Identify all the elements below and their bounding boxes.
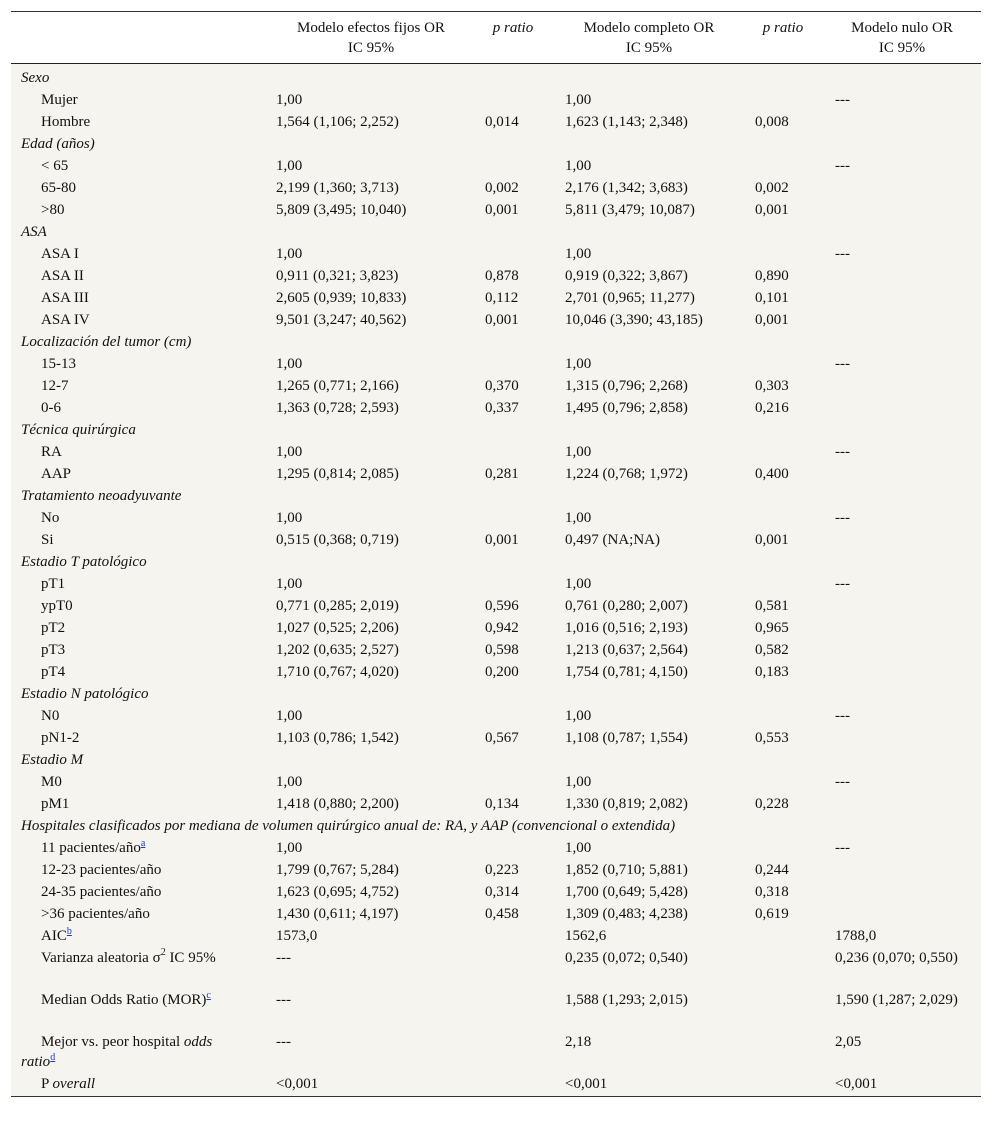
aic-label: AIC — [41, 928, 67, 944]
cell-c2: 0,337 — [485, 400, 519, 416]
row-label — [41, 990, 211, 1010]
row-label-text: pT2 — [41, 620, 66, 636]
cell-c3: 0,761 (0,280; 2,007) — [565, 598, 688, 614]
table-row — [11, 176, 981, 198]
cell-c2: 0,596 — [485, 598, 519, 614]
cell-c3: 1,309 (0,483; 4,238) — [565, 906, 688, 922]
table-row — [11, 396, 981, 418]
group-header-row — [11, 814, 981, 836]
mor-fixed: --- — [276, 992, 291, 1008]
cell-c5: --- — [835, 840, 850, 856]
row-label-text: ypT0 — [41, 598, 73, 614]
row-label — [41, 288, 89, 308]
row-label — [41, 618, 65, 638]
cell-c1: 2,199 (1,360; 3,713) — [276, 180, 399, 196]
cell-c2: 0,112 — [485, 290, 519, 306]
cell-c4: 0,001 — [755, 202, 789, 218]
row-label-text: ASA II — [41, 268, 84, 284]
table-row — [11, 374, 981, 396]
row-label-text: 65-80 — [41, 180, 76, 196]
table-row — [11, 770, 981, 792]
cell-c5: --- — [835, 510, 850, 526]
cell-c1: 1,265 (0,771; 2,166) — [276, 378, 399, 394]
cell-c3: 1,623 (1,143; 2,348) — [565, 114, 688, 130]
footnote-c-link[interactable]: c — [206, 990, 211, 1001]
row-label — [41, 112, 90, 132]
row-label-text: 11 pacientes/año — [41, 840, 141, 856]
row-label — [41, 266, 84, 286]
cell-c4: 0,890 — [755, 268, 789, 284]
cell-c3: 1,00 — [565, 246, 592, 262]
cell-c3: 1,495 (0,796; 2,858) — [565, 400, 688, 416]
aic-row — [11, 924, 981, 946]
cell-c3: 1,00 — [565, 576, 592, 592]
cell-c4: 0,303 — [755, 378, 789, 394]
cell-c2: 0,878 — [485, 268, 519, 284]
group-header-row — [11, 330, 981, 352]
cell-c2: 0,002 — [485, 180, 519, 196]
cell-c3: 1,00 — [565, 158, 592, 174]
table-row — [11, 704, 981, 726]
table-row — [11, 88, 981, 110]
cell-c5: --- — [835, 356, 850, 372]
row-label-text: Mujer — [41, 92, 78, 108]
cell-c3: 0,919 (0,322; 3,867) — [565, 268, 688, 284]
aic-fixed: 1573,0 — [276, 928, 318, 944]
row-label-text: Si — [41, 532, 54, 548]
group-label: Localización del tumor (cm) — [21, 334, 192, 350]
row-label-text: 0-6 — [41, 400, 61, 416]
rows-container — [11, 66, 981, 924]
row-label — [41, 662, 65, 682]
cell-c3: 1,00 — [565, 708, 592, 724]
row-label-text: M0 — [41, 774, 62, 790]
table-row — [11, 660, 981, 682]
footnote-a-link[interactable]: a — [140, 838, 146, 849]
group-header-row — [11, 484, 981, 506]
cell-c1: 1,00 — [276, 356, 303, 372]
cell-c1: 1,430 (0,611; 4,197) — [276, 906, 399, 922]
row-label — [41, 838, 145, 858]
cell-c3: 1,00 — [565, 92, 592, 108]
aic-full: 1562,6 — [565, 928, 607, 944]
row-label-text: 15-13 — [41, 356, 76, 372]
cell-c3: 1,016 (0,516; 2,193) — [565, 620, 688, 636]
header-null-model-line1: Modelo nulo OR — [851, 20, 953, 36]
row-label — [41, 596, 73, 616]
group-label: Tratamiento neoadyuvante — [21, 488, 182, 504]
cell-c2: 0,134 — [485, 796, 519, 812]
best-worst-full: 2,18 — [565, 1034, 592, 1050]
best-worst-label-em: odds ratio — [21, 1034, 213, 1070]
row-label-text: pT1 — [41, 576, 66, 592]
header-p-ratio-2: p ratio — [762, 20, 804, 36]
table-row — [11, 242, 981, 264]
row-label — [21, 1032, 226, 1072]
row-label — [41, 376, 69, 396]
row-label-text: < 65 — [41, 158, 69, 174]
cell-c3: 1,00 — [565, 356, 592, 372]
cell-c3: 1,108 (0,787; 1,554) — [565, 730, 688, 746]
group-label: Estadio N patológico — [21, 686, 149, 702]
row-label-text: No — [41, 510, 60, 526]
group-label: Edad (años) — [21, 136, 95, 152]
cell-c1: 2,605 (0,939; 10,833) — [276, 290, 407, 306]
cell-c1: 1,00 — [276, 444, 303, 460]
cell-c1: 1,295 (0,814; 2,085) — [276, 466, 399, 482]
cell-c3: 0,497 (NA;NA) — [565, 532, 660, 548]
cell-c4: 0,216 — [755, 400, 789, 416]
p-overall-null: <0,001 — [835, 1076, 878, 1092]
p-overall-full: <0,001 — [565, 1076, 608, 1092]
table-row — [11, 506, 981, 528]
variance-label-post: IC 95% — [165, 950, 216, 966]
variance-label-pre: Varianza aleatoria σ — [41, 950, 161, 966]
cell-c1: 1,027 (0,525; 2,206) — [276, 620, 399, 636]
row-label — [41, 926, 72, 946]
cell-c3: 2,701 (0,965; 11,277) — [565, 290, 695, 306]
cell-c4: 0,008 — [755, 114, 789, 130]
cell-c1: 1,00 — [276, 576, 303, 592]
table-row — [11, 638, 981, 660]
group-header-row — [11, 132, 981, 154]
header-full-model — [569, 18, 729, 58]
footnote-b-link[interactable]: b — [66, 926, 72, 937]
table-header — [11, 12, 981, 64]
cell-c4: 0,318 — [755, 884, 789, 900]
table-row — [11, 110, 981, 132]
table-row — [11, 154, 981, 176]
cell-c1: 1,00 — [276, 92, 303, 108]
header-fixed-effects-line1: Modelo efectos fijos OR — [297, 20, 445, 36]
row-label-text: RA — [41, 444, 62, 460]
table-row — [11, 308, 981, 330]
row-label — [41, 90, 78, 110]
row-label — [41, 200, 64, 220]
cell-c5: --- — [835, 708, 850, 724]
cell-c4: 0,581 — [755, 598, 789, 614]
table-row — [11, 198, 981, 220]
row-label — [41, 706, 59, 726]
header-null-model — [837, 18, 967, 58]
cell-c2: 0,223 — [485, 862, 519, 878]
cell-c4: 0,183 — [755, 664, 789, 680]
cell-c4: 0,965 — [755, 620, 789, 636]
group-label: Estadio T patológico — [21, 554, 147, 570]
row-label-text: >80 — [41, 202, 65, 218]
header-p-ratio-1: p ratio — [492, 20, 534, 36]
variance-sup: 2 — [160, 947, 166, 958]
cell-c3: 1,224 (0,768; 1,972) — [565, 466, 688, 482]
row-label — [41, 772, 62, 792]
cell-c1: 0,771 (0,285; 2,019) — [276, 598, 399, 614]
p-overall-fixed: <0,001 — [276, 1076, 319, 1092]
cell-c3: 1,852 (0,710; 5,881) — [565, 862, 688, 878]
cell-c2: 0,458 — [485, 906, 519, 922]
group-header-row — [11, 550, 981, 572]
row-label — [41, 860, 161, 880]
row-label-text: N0 — [41, 708, 60, 724]
cell-c2: 0,014 — [485, 114, 519, 130]
best-worst-row — [11, 1030, 981, 1072]
cell-c4: 0,001 — [755, 312, 789, 328]
cell-c3: 1,00 — [565, 840, 592, 856]
p-overall-label-em: overall — [52, 1076, 96, 1092]
row-label — [41, 508, 59, 528]
table-row — [11, 616, 981, 638]
cell-c2: 0,281 — [485, 466, 519, 482]
variance-row — [11, 946, 981, 988]
cell-c4: 0,228 — [755, 796, 789, 812]
p-overall-row — [11, 1072, 981, 1094]
mor-label: Median Odds Ratio (MOR) — [41, 992, 207, 1008]
cell-c3: 1,330 (0,819; 2,082) — [565, 796, 688, 812]
cell-c3: 5,811 (3,479; 10,087) — [565, 202, 695, 218]
cell-c1: 1,418 (0,880; 2,200) — [276, 796, 399, 812]
header-full-model-line2: IC 95% — [625, 40, 673, 56]
cell-c1: 1,00 — [276, 246, 303, 262]
cell-c1: 1,00 — [276, 708, 303, 724]
cell-c4: 0,001 — [755, 532, 789, 548]
cell-c1: 1,00 — [276, 510, 303, 526]
row-label-text: Hombre — [41, 114, 91, 130]
cell-c5: --- — [835, 444, 850, 460]
cell-c5: --- — [835, 158, 850, 174]
row-label — [41, 640, 65, 660]
cell-c2: 0,598 — [485, 642, 519, 658]
best-worst-null: 2,05 — [835, 1034, 862, 1050]
row-label — [41, 354, 76, 374]
best-worst-label-pre: Mejor vs. peor hospital — [41, 1034, 184, 1050]
row-label-text: 12-23 pacientes/año — [41, 862, 162, 878]
cell-c4: 0,553 — [755, 730, 789, 746]
cell-c4: 0,400 — [755, 466, 789, 482]
row-label-text: AAP — [41, 466, 72, 482]
row-label-text: ASA I — [41, 246, 79, 262]
cell-c2: 0,314 — [485, 884, 519, 900]
cell-c1: 9,501 (3,247; 40,562) — [276, 312, 407, 328]
row-label — [41, 794, 69, 814]
cell-c2: 0,001 — [485, 312, 519, 328]
cell-c1: 1,00 — [276, 774, 303, 790]
row-label — [41, 948, 216, 968]
cell-c4: 0,619 — [755, 906, 789, 922]
row-label-text: 24-35 pacientes/año — [41, 884, 162, 900]
group-header-row — [11, 220, 981, 242]
row-label — [41, 882, 161, 902]
p-overall-label-pre: P — [41, 1076, 53, 1092]
cell-c1: 1,363 (0,728; 2,593) — [276, 400, 399, 416]
group-label: Sexo — [21, 70, 50, 86]
table-row — [11, 858, 981, 880]
cell-c5: --- — [835, 576, 850, 592]
mor-full: 1,588 (1,293; 2,015) — [565, 992, 688, 1008]
cell-c3: 1,00 — [565, 444, 592, 460]
row-label — [41, 442, 62, 462]
row-label-text: ASA IV — [41, 312, 90, 328]
table-row — [11, 572, 981, 594]
table-body — [11, 64, 981, 1096]
cell-c5: --- — [835, 92, 850, 108]
group-header-row — [11, 682, 981, 704]
table-row — [11, 440, 981, 462]
row-label — [41, 904, 150, 924]
cell-c4: 0,002 — [755, 180, 789, 196]
cell-c2: 0,942 — [485, 620, 519, 636]
row-label — [41, 156, 68, 176]
table-row — [11, 462, 981, 484]
cell-c1: 1,00 — [276, 158, 303, 174]
group-header-row — [11, 66, 981, 88]
cell-c3: 10,046 (3,390; 43,185) — [565, 312, 703, 328]
aic-null: 1788,0 — [835, 928, 877, 944]
results-table — [11, 11, 981, 1097]
table-row — [11, 792, 981, 814]
header-fixed-effects-line2: IC 95% — [347, 40, 395, 56]
table-row — [11, 528, 981, 550]
mor-row — [11, 988, 981, 1030]
cell-c1: 0,911 (0,321; 3,823) — [276, 268, 399, 284]
cell-c1: 1,623 (0,695; 4,752) — [276, 884, 399, 900]
table-row — [11, 726, 981, 748]
table-row — [11, 286, 981, 308]
group-header-row — [11, 418, 981, 440]
cell-c1: 1,202 (0,635; 2,527) — [276, 642, 399, 658]
cell-c2: 0,567 — [485, 730, 519, 746]
header-null-model-line2: IC 95% — [878, 40, 926, 56]
row-label — [41, 398, 61, 418]
row-label-text: pT4 — [41, 664, 66, 680]
cell-c3: 1,315 (0,796; 2,268) — [565, 378, 688, 394]
row-label-text: 12-7 — [41, 378, 69, 394]
cell-c3: 1,00 — [565, 510, 592, 526]
variance-null: 0,236 (0,070; 0,550) — [835, 950, 958, 966]
mor-null: 1,590 (1,287; 2,029) — [835, 992, 958, 1008]
cell-c1: 1,564 (1,106; 2,252) — [276, 114, 399, 130]
cell-c3: 2,176 (1,342; 3,683) — [565, 180, 688, 196]
cell-c2: 0,370 — [485, 378, 519, 394]
cell-c2: 0,001 — [485, 532, 519, 548]
row-label-text: pN1-2 — [41, 730, 80, 746]
row-label — [41, 464, 71, 484]
cell-c1: 1,00 — [276, 840, 303, 856]
cell-c1: 1,710 (0,767; 4,020) — [276, 664, 399, 680]
table-row — [11, 352, 981, 374]
cell-c5: --- — [835, 774, 850, 790]
cell-c3: 1,00 — [565, 774, 592, 790]
group-label: Técnica quirúrgica — [21, 422, 136, 438]
variance-full: 0,235 (0,072; 0,540) — [565, 950, 688, 966]
table-row — [11, 836, 981, 858]
cell-c3: 1,754 (0,781; 4,150) — [565, 664, 688, 680]
row-label — [41, 530, 54, 550]
cell-c4: 0,582 — [755, 642, 789, 658]
table-row — [11, 880, 981, 902]
table-row — [11, 902, 981, 924]
table-row — [11, 264, 981, 286]
variance-fixed: --- — [276, 950, 291, 966]
header-full-model-line1: Modelo completo OR — [583, 20, 715, 36]
cell-c3: 1,213 (0,637; 2,564) — [565, 642, 688, 658]
cell-c3: 1,700 (0,649; 5,428) — [565, 884, 688, 900]
cell-c5: --- — [835, 246, 850, 262]
best-worst-fixed: --- — [276, 1034, 291, 1050]
footnote-d-link[interactable]: d — [50, 1052, 56, 1063]
cell-c1: 1,103 (0,786; 1,542) — [276, 730, 399, 746]
row-label — [41, 178, 76, 198]
cell-c1: 1,799 (0,767; 5,284) — [276, 862, 399, 878]
group-label: ASA — [21, 224, 47, 240]
cell-c1: 0,515 (0,368; 0,719) — [276, 532, 399, 548]
cell-c2: 0,200 — [485, 664, 519, 680]
row-label — [41, 1074, 95, 1094]
row-label-text: pT3 — [41, 642, 66, 658]
row-label-text: >36 pacientes/año — [41, 906, 150, 922]
row-label — [41, 310, 90, 330]
row-label — [41, 728, 79, 748]
row-label — [41, 244, 79, 264]
group-label: Hospitales clasificados por mediana de volumen quirúrgico anual de: RA, y AAP (convencional o extendida) — [21, 818, 676, 834]
group-label: Estadio M — [21, 752, 84, 768]
row-label-text: ASA III — [41, 290, 89, 306]
cell-c2: 0,001 — [485, 202, 519, 218]
cell-c1: 5,809 (3,495; 10,040) — [276, 202, 407, 218]
cell-c4: 0,244 — [755, 862, 789, 878]
cell-c4: 0,101 — [755, 290, 789, 306]
row-label-text: pM1 — [41, 796, 70, 812]
group-header-row — [11, 748, 981, 770]
row-label — [41, 574, 65, 594]
header-fixed-effects — [281, 18, 461, 58]
table-row — [11, 594, 981, 616]
